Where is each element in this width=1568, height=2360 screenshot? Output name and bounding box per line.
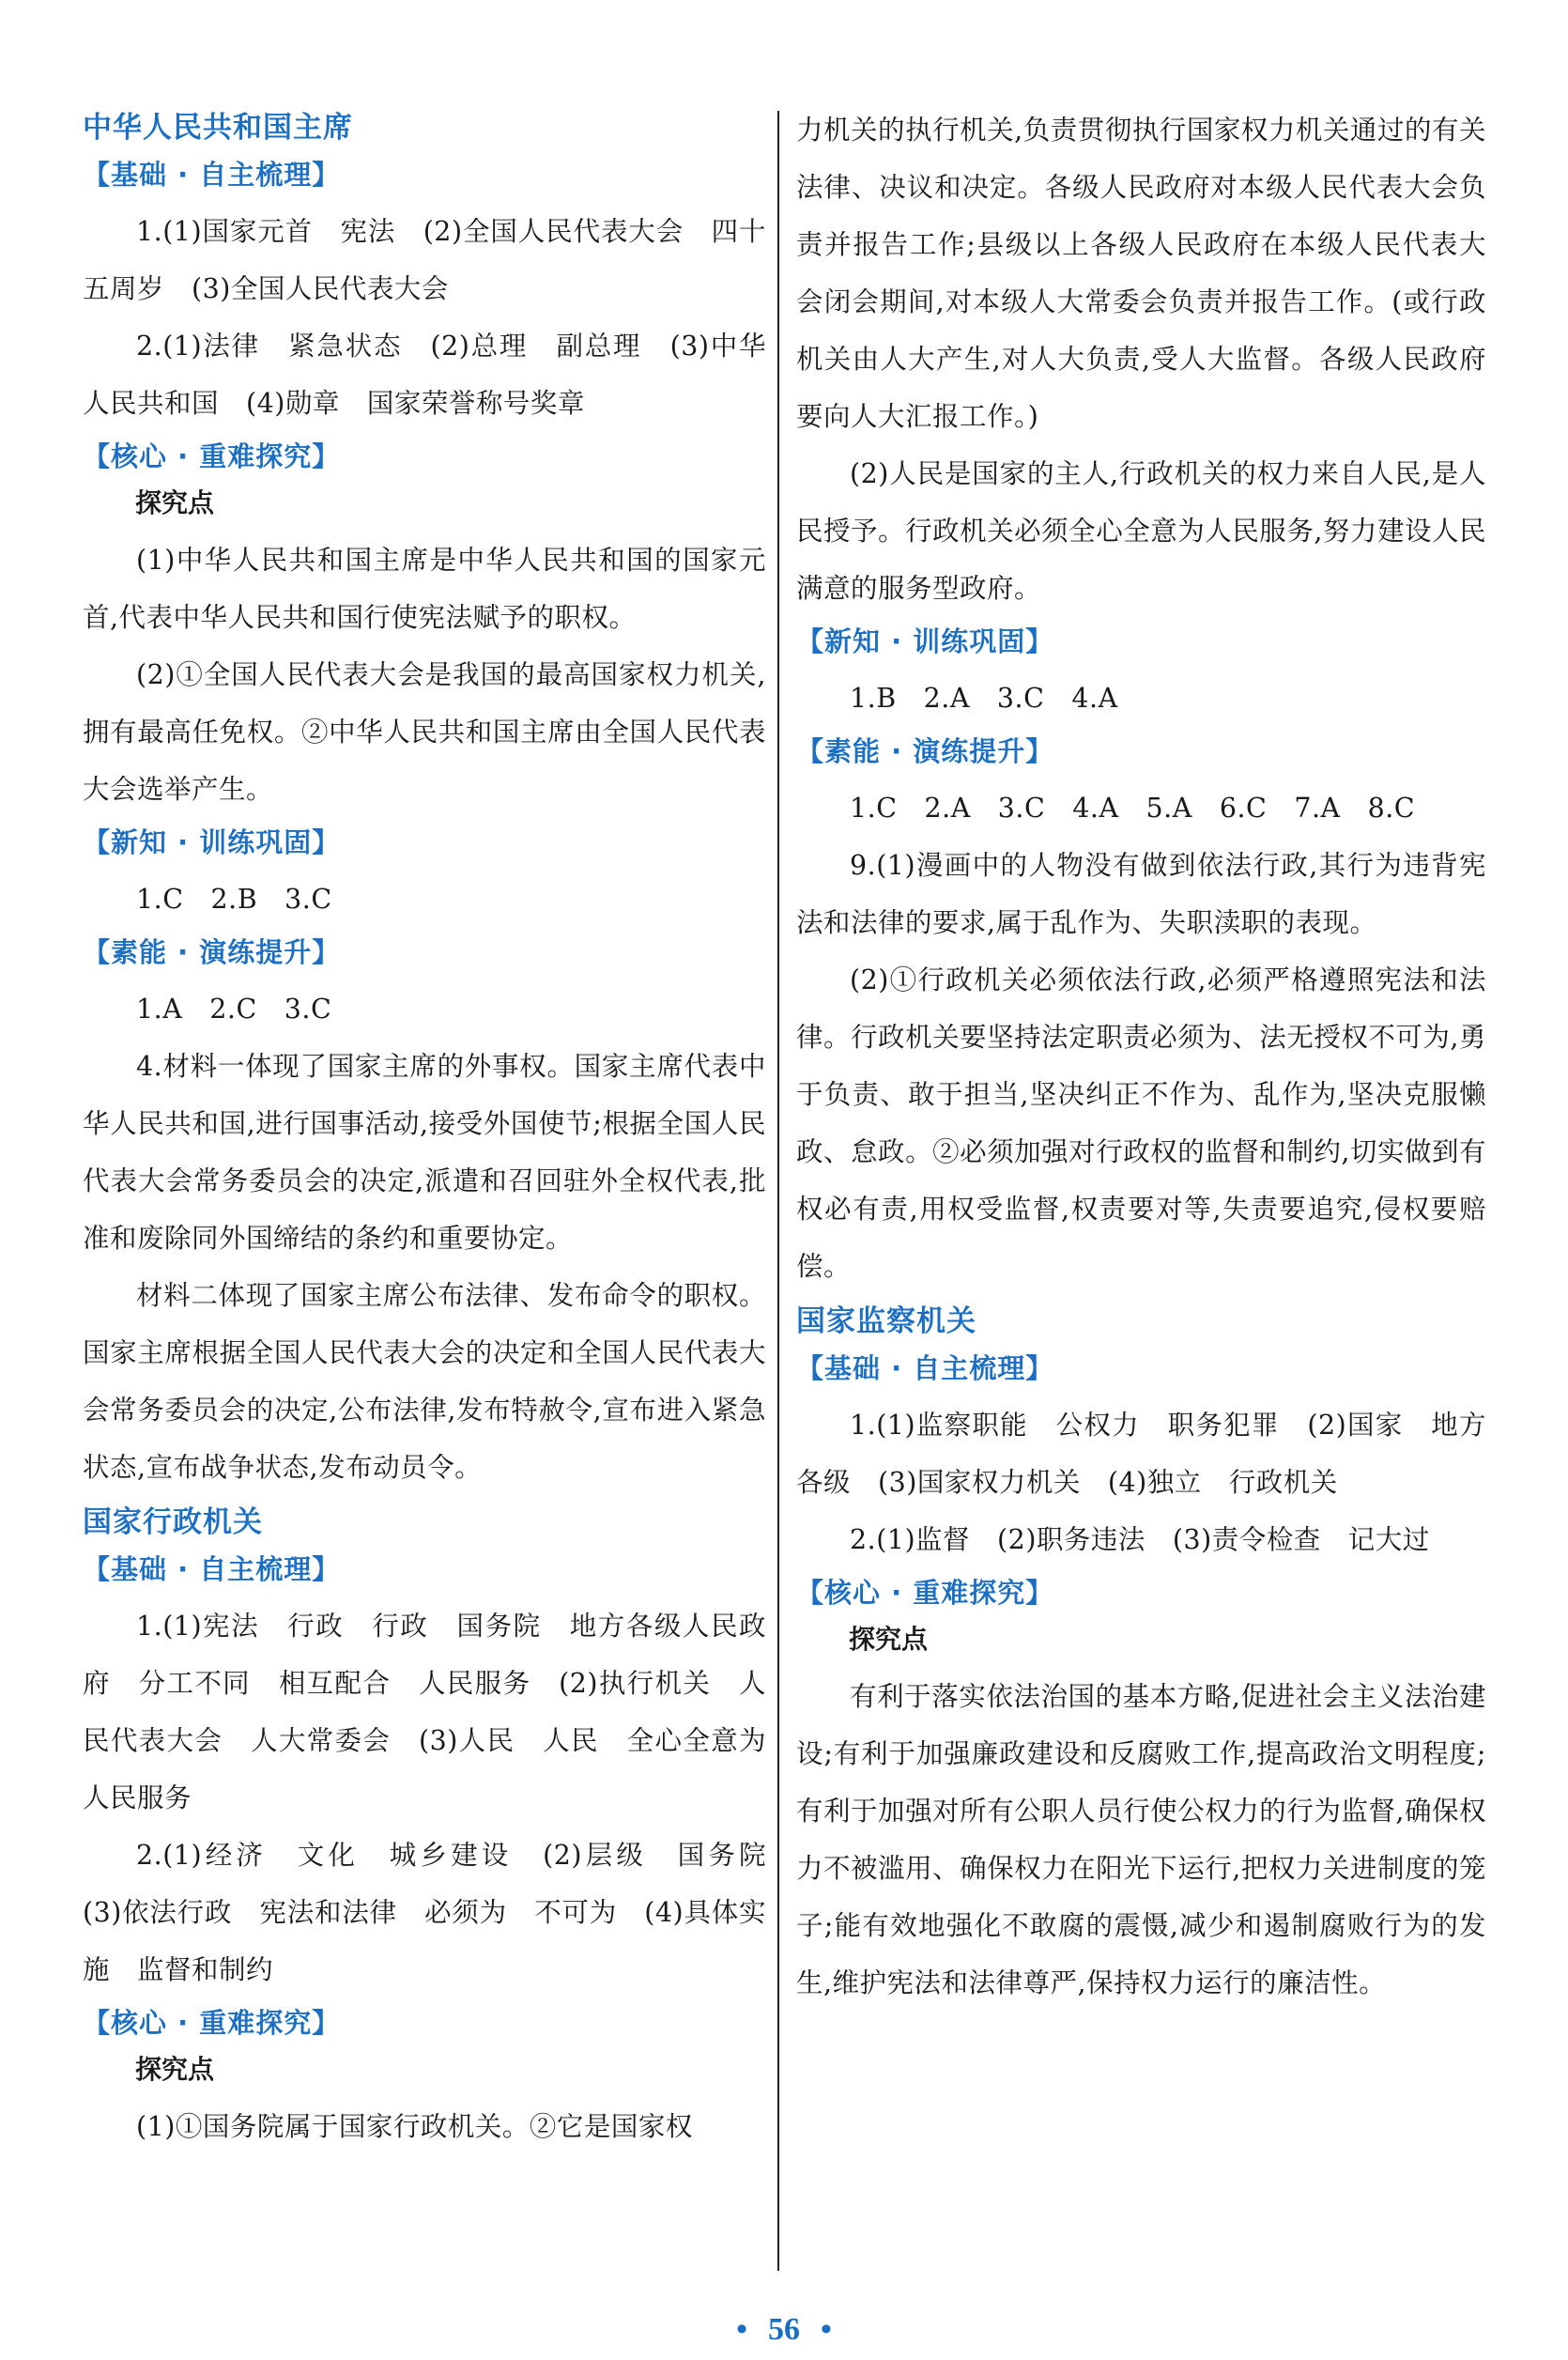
footer-dot-left: • [736,2312,747,2347]
paragraph: 1.(1)宪法 行政 行政 国务院 地方各级人民政府 分工不同 相互配合 人民服务 (2)执行机关 人民代表大会 人大常委会 (3)人民 人民 全心全意为人民服务 [83,1611,766,1813]
subsection-heading: 【新知 · 训练巩固】 [796,625,1054,657]
paragraph: 材料二体现了国家主席公布法律、发布命令的职权。国家主席根据全国人民代表大会的决定和全国人民代表大会常务委员会的决定,公布法律,发布特赦令,宣布进入紧急状态,宣布战争状态,发布动员令。 [83,1280,766,1483]
subsection-heading: 【核心 · 重难探究】 [83,2007,341,2039]
paragraph: 有利于落实依法治国的基本方略,促进社会主义法治建设;有利于加强廉政建设和反腐败工作,提高政治文明程度;有利于加强对所有公职人员行使公权力的行为监督,确保权力不被滥用、确保权力在阳光下运行,把权力关进制度的笼子;能有效地强化不敢腐的震慑,减少和遏制腐败行为的发生,维护宪法和法律尊严,保持权力运行的廉洁性。 [796,1681,1486,1998]
paragraph: 1.C 2.B 3.C [136,884,332,915]
column-divider [777,111,779,2271]
paragraph: (2)①全国人民代表大会是我国的最高国家权力机关,拥有最高任免权。②中华人民共和国主席由全国人民代表大会选举产生。 [83,659,766,805]
paragraph: 2.(1)法律 紧急状态 (2)总理 副总理 (3)中华人民共和国 (4)勋章 国家荣誉称号奖章 [83,331,766,419]
paragraph: (1)中华人民共和国主席是中华人民共和国的国家元首,代表中华人民共和国行使宪法赋予的职权。 [83,545,766,633]
paragraph: 2.(1)经济 文化 城乡建设 (2)层级 国务院 (3)依法行政 宪法和法律 必须为 不可为 (4)具体实施 监督和制约 [83,1840,794,1985]
inquiry-heading: 探究点 [135,2054,215,2085]
paragraph: 1.(1)国家元首 宪法 (2)全国人民代表大会 四十五周岁 (3)全国人民代表大会 [83,216,766,304]
section-title: 中华人民共和国主席 [83,111,353,145]
subsection-heading: 【基础 · 自主梳理】 [83,1553,341,1585]
section-title: 国家行政机关 [83,1505,263,1539]
paragraph: 4.材料一体现了国家主席的外事权。国家主席代表中华人民共和国,进行国事活动,接受外国使节;根据全国人民代表大会常务委员会的决定,派遣和召回驻外全权代表,批准和废除同外国缔结的条约和重要协定。 [83,1051,766,1254]
subsection-heading: 【核心 · 重难探究】 [796,1577,1054,1609]
paragraph: 2.(1)监督 (2)职务违法 (3)责令检查 记大过 [850,1524,1430,1555]
left-column [83,101,794,2155]
subsection-heading: 【基础 · 自主梳理】 [83,159,341,191]
right-column [796,101,1486,2012]
paragraph: 1.C 2.A 3.C 4.A 5.A 6.C 7.A 8.C [850,793,1416,824]
page-footer [0,2312,1568,2348]
section-title: 国家监察机关 [796,1304,976,1338]
paragraph: (1)①国务院属于国家行政机关。②它是国家权 [136,2111,693,2142]
paragraph: (2)①行政机关必须依法行政,必须严格遵照宪法和法律。行政机关要坚持法定职责必须为、法无授权不可为,勇于负责、敢于担当,坚决纠正不作为、乱作为,坚决克服懒政、怠政。②必须加强对行政权的监督和制约,切实做到有权必有责,用权受监督,权责要对等,失责要追究,侵权要赔偿。 [796,964,1486,1282]
subsection-heading: 【素能 · 演练提升】 [83,936,341,968]
inquiry-heading: 探究点 [135,487,215,518]
paragraph: 1.A 2.C 3.C [136,994,332,1025]
paragraph: 9.(1)漫画中的人物没有做到依法行政,其行为违背宪法和法律的要求,属于乱作为、失职渎职的表现。 [796,850,1486,938]
inquiry-heading: 探究点 [849,1624,929,1655]
subsection-heading: 【素能 · 演练提升】 [796,735,1054,767]
subsection-heading: 【新知 · 训练巩固】 [83,826,341,858]
subsection-heading: 【基础 · 自主梳理】 [796,1352,1054,1384]
paragraph: 力机关的执行机关,负责贯彻执行国家权力机关通过的有关法律、决议和决定。各级人民政府对本级人民代表大会负责并报告工作;县级以上各级人民政府在本级人民代表大会闭会期间,对本级人大常委会负责并报告工作。(或行政机关由人大产生,对人大负责,受人大监督。各级人民政府要向人大汇报工作。) [796,115,1486,432]
paragraph: 1.B 2.A 3.C 4.A [850,683,1118,714]
paragraph: 1.(1)监察职能 公权力 职务犯罪 (2)国家 地方各级 (3)国家权力机关 (4)独立 行政机关 [796,1410,1486,1498]
footer-dot-right: • [821,2312,832,2347]
paragraph: (2)人民是国家的主人,行政机关的权力来自人民,是人民授予。行政机关必须全心全意为人民服务,努力建设人民满意的服务型政府。 [796,458,1486,604]
page-number: 56 [768,2312,800,2347]
subsection-heading: 【核心 · 重难探究】 [83,440,341,472]
